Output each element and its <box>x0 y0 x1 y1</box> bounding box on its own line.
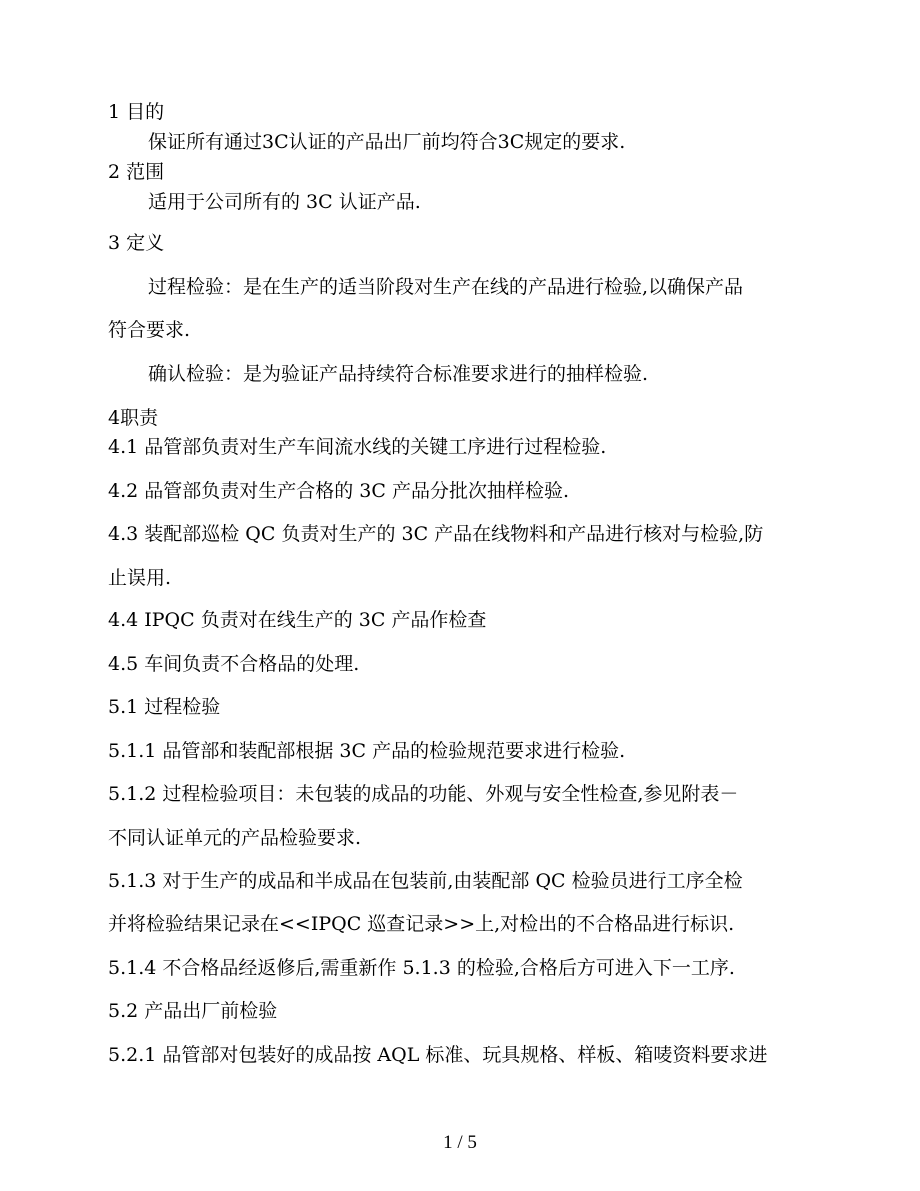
heading-5-2: 5.2 产品出厂前检验 <box>108 1000 278 1022</box>
heading-definitions: 3 定义 <box>108 232 165 254</box>
paragraph-process-inspection-line2: 符合要求. <box>108 319 191 341</box>
item-4-5: 4.5 车间负责不合格品的处理. <box>108 653 360 675</box>
item-5-1-2-line1: 5.1.2 过程检验项目：未包装的成品的功能、外观与安全性检查,参见附表－ <box>108 783 739 805</box>
item-5-1-1: 5.1.1 品管部和装配部根据 3C 产品的检验规范要求进行检验. <box>108 740 626 762</box>
item-4-3-line1: 4.3 装配部巡检 QC 负责对生产的 3C 产品在线物料和产品进行核对与检验,防 <box>108 523 764 545</box>
page-number: 1 / 5 <box>443 1132 477 1153</box>
item-5-2-1: 5.2.1 品管部对包装好的成品按 AQL 标准、玩具规格、样板、箱唛资料要求进 <box>108 1044 768 1066</box>
paragraph-scope: 适用于公司所有的 3C 认证产品. <box>148 191 421 213</box>
paragraph-confirmation-inspection: 确认检验：是为验证产品持续符合标准要求进行的抽样检验. <box>148 363 649 385</box>
item-4-1: 4.1 品管部负责对生产车间流水线的关键工序进行过程检验. <box>108 436 607 458</box>
item-4-2: 4.2 品管部负责对生产合格的 3C 产品分批次抽样检验. <box>108 480 570 502</box>
item-4-3-line2: 止误用. <box>108 567 172 589</box>
item-5-1-3-line1: 5.1.3 对于生产的成品和半成品在包装前,由装配部 QC 检验员进行工序全检 <box>108 870 743 892</box>
paragraph-process-inspection-line1: 过程检验：是在生产的适当阶段对生产在线的产品进行检验,以确保产品 <box>148 276 744 298</box>
heading-responsibilities: 4职责 <box>108 407 159 429</box>
item-5-1-4: 5.1.4 不合格品经返修后,需重新作 5.1.3 的检验,合格后方可进入下一工序. <box>108 957 735 979</box>
item-5-1-2-line2: 不同认证单元的产品检验要求. <box>108 827 362 849</box>
paragraph-purpose: 保证所有通过3C认证的产品出厂前均符合3C规定的要求. <box>148 131 626 153</box>
heading-scope: 2 范围 <box>108 161 165 183</box>
heading-5-1: 5.1 过程检验 <box>108 696 221 718</box>
item-5-1-3-line2: 并将检验结果记录在<<IPQC 巡查记录>>上,对检出的不合格品进行标识. <box>108 913 735 935</box>
item-4-4: 4.4 IPQC 负责对在线生产的 3C 产品作检查 <box>108 609 487 631</box>
heading-purpose: 1 目的 <box>108 101 165 123</box>
